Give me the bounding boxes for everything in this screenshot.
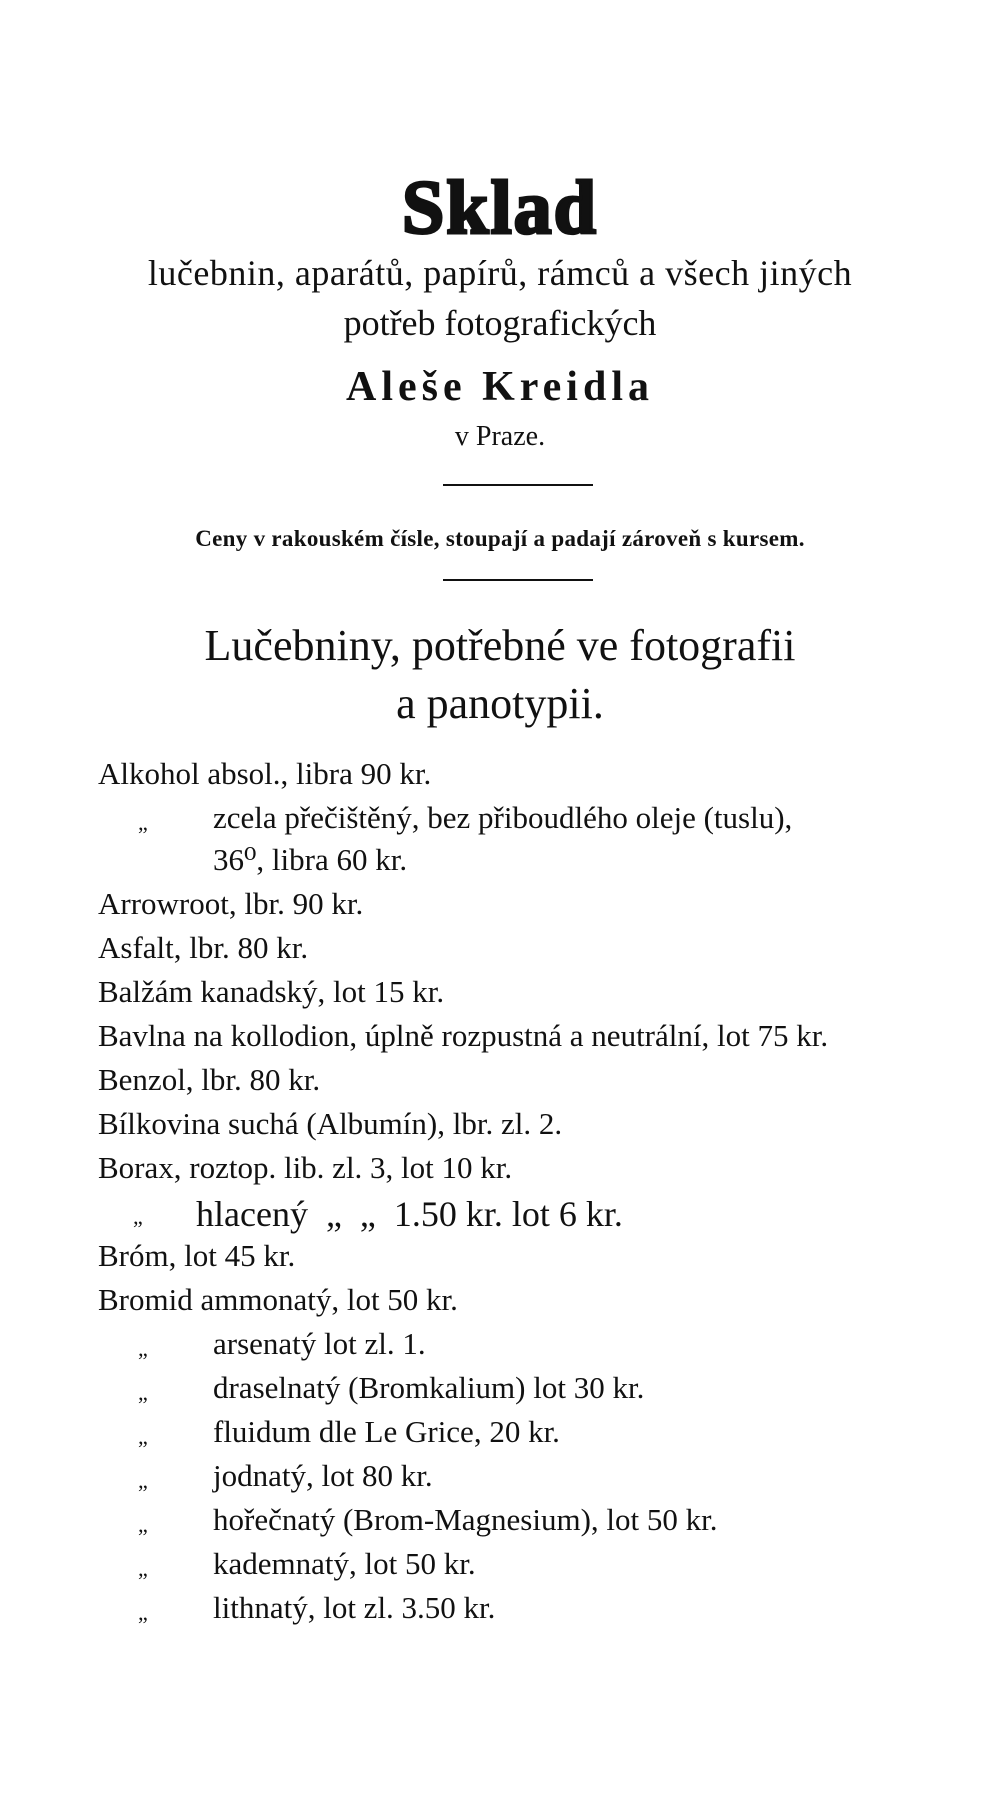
price-notice: Ceny v rakouském čísle, stoupají a padají zároveň s kursem. (195, 526, 805, 551)
list-item (98, 976, 444, 1007)
list-item (98, 1064, 320, 1095)
ditto-mark: „ (138, 1512, 148, 1537)
ditto-mark: „ (138, 1336, 148, 1361)
list-item (98, 1020, 828, 1051)
ditto-mark: „ (133, 1204, 143, 1229)
list-item-text: hlacený „ „ 1.50 kr. lot 6 kr. (196, 1194, 623, 1234)
ditto-mark: „ (138, 1600, 148, 1625)
list-item-text: Borax, roztop. lib. zl. 3, lot 10 kr. (98, 1150, 513, 1185)
list-item (98, 1152, 512, 1183)
list-item-text: Bromid ammonatý, lot 50 kr. (98, 1282, 458, 1317)
list-item-text: Bavlna na kollodion, úplně rozpustná a neutrální, lot 75 kr. (98, 1018, 829, 1053)
list-item-text: zcela přečištěný, bez přiboudlého oleje (tuslu), (213, 800, 793, 835)
list-item (98, 1108, 562, 1139)
list-item (98, 758, 431, 789)
list-item-text: Bróm, lot 45 kr. (98, 1238, 296, 1273)
list-item-text: Balžám kanadský, lot 15 kr. (98, 974, 445, 1009)
page-title: Sklad (402, 166, 598, 250)
list-item-text: draselnatý (Bromkalium) lot 30 kr. (213, 1370, 645, 1405)
divider-rule-bottom (443, 579, 593, 581)
list-item-text: Benzol, lbr. 80 kr. (98, 1062, 321, 1097)
list-item-text: hořečnatý (Brom-Magnesium), lot 50 kr. (213, 1502, 718, 1537)
list-item (98, 1240, 295, 1271)
owner-name: Aleše Kreidla (345, 364, 655, 410)
city-line: v Praze. (454, 421, 546, 452)
section-title-line-1: Lučebniny, potřebné ve fotografii (204, 621, 796, 670)
section-title-line-2: a panotypii. (396, 679, 604, 728)
list-item-text: fluidum dle Le Grice, 20 kr. (213, 1414, 560, 1449)
list-item (98, 1284, 458, 1315)
ditto-mark: „ (138, 1424, 148, 1449)
list-item-text: Asfalt, lbr. 80 kr. (98, 930, 309, 965)
list-item-continuation: 36⁰, libra 60 kr. (213, 842, 408, 877)
ditto-mark: „ (138, 1468, 148, 1493)
subtitle-line-1: lučebnin, aparátů, papírů, rámců a všech jiných (147, 253, 853, 293)
list-item-text: Arrowroot, lbr. 90 kr. (98, 886, 364, 921)
ditto-mark: „ (138, 810, 148, 835)
list-item-text: Alkohol absol., libra 90 kr. (98, 756, 432, 791)
list-item (98, 888, 363, 919)
subtitle-line-2: potřeb fotografických (343, 303, 657, 343)
ditto-mark: „ (138, 1380, 148, 1405)
divider-rule-top (443, 484, 593, 486)
ditto-mark: „ (138, 1556, 148, 1581)
list-item-text: arsenatý lot zl. 1. (213, 1326, 426, 1361)
list-item-text: Bílkovina suchá (Albumín), lbr. zl. 2. (98, 1106, 563, 1141)
list-item-text: kademnatý, lot 50 kr. (213, 1546, 476, 1581)
list-item-text: jodnatý, lot 80 kr. (213, 1458, 433, 1493)
list-item-text: lithnatý, lot zl. 3.50 kr. (213, 1590, 496, 1625)
list-item (98, 932, 308, 963)
